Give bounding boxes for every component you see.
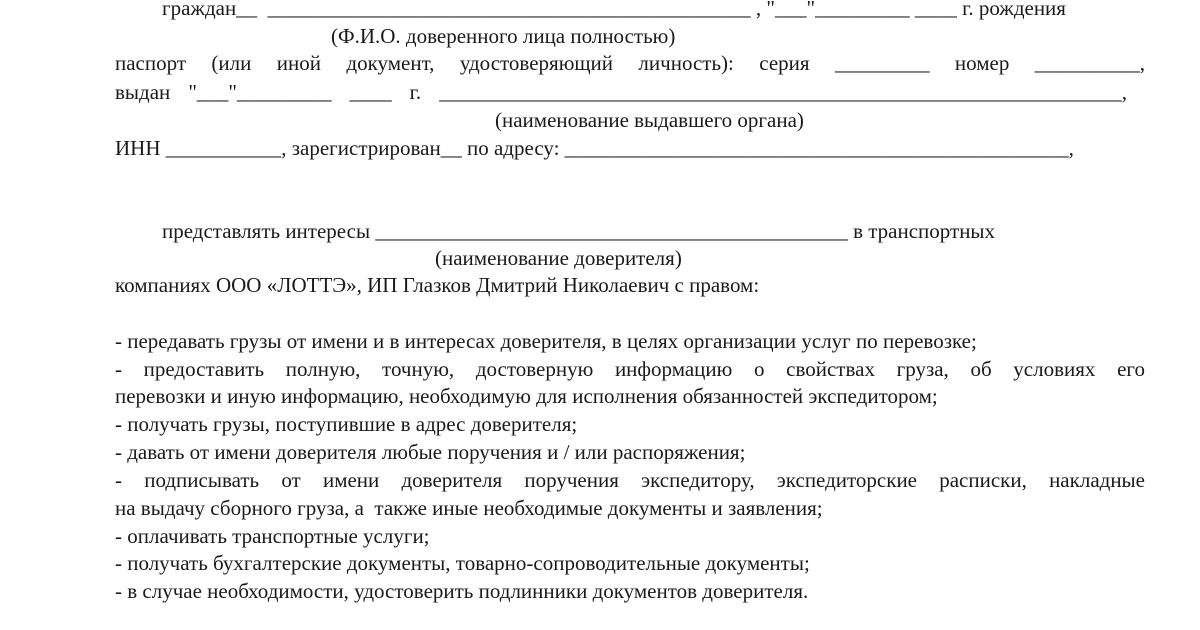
- inn-line: ИНН ___________, зарегистрирован__ по адресу: ________________________________________________,: [115, 136, 1074, 160]
- passport-line: паспорт (или иной документ, удостоверяющий личность): серия _________ номер __________,: [115, 51, 1145, 75]
- companies-line: компаниях ООО «ЛОТТЭ», ИП Глазков Дмитрий Николаевич с правом:: [115, 273, 760, 297]
- right-item-sign-documents: - подписывать от имени доверителя поручения экспедитору, экспедиторские расписки, накладные: [115, 468, 1145, 492]
- issued-line: выдан "___"_________ ____ г. _________________________________________________________________,: [115, 80, 1127, 104]
- right-item-receive-cargo: - получать грузы, поступившие в адрес доверителя;: [115, 412, 578, 436]
- citizen-line: граждан__ ______________________________________________ , "___"_________ ____ г. рождения: [162, 0, 1066, 20]
- right-item-pay-services: - оплачивать транспортные услуги;: [115, 524, 430, 548]
- principal-caption: (наименование доверителя): [435, 246, 682, 270]
- right-item-receive-accounting: - получать бухгалтерские документы, товарно-сопроводительные документы;: [115, 551, 810, 575]
- right-item-certify-originals: - в случае необходимости, удостоверить подлинники документов доверителя.: [115, 579, 809, 603]
- right-item-provide-info: - предоставить полную, точную, достоверную информацию о свойствах груза, об условиях его: [115, 357, 1145, 381]
- represent-line: представлять интересы _____________________________________________ в транспортных: [162, 219, 996, 243]
- right-item-sign-documents-cont: на выдачу сборного груза, а также иные необходимые документы и заявления;: [115, 496, 823, 520]
- right-item-provide-info-cont: перевозки и иную информацию, необходимую для исполнения обязанностей экспедитором;: [115, 384, 938, 408]
- right-item-give-orders: - давать от имени доверителя любые поручения и / или распоряжения;: [115, 440, 746, 464]
- fio-caption: (Ф.И.О. доверенного лица полностью): [331, 24, 676, 48]
- right-item-transfer-cargo: - передавать грузы от имени и в интересах доверителя, в целях организации услуг по перевозке;: [115, 329, 977, 353]
- authority-caption: (наименование выдавшего органа): [495, 108, 804, 132]
